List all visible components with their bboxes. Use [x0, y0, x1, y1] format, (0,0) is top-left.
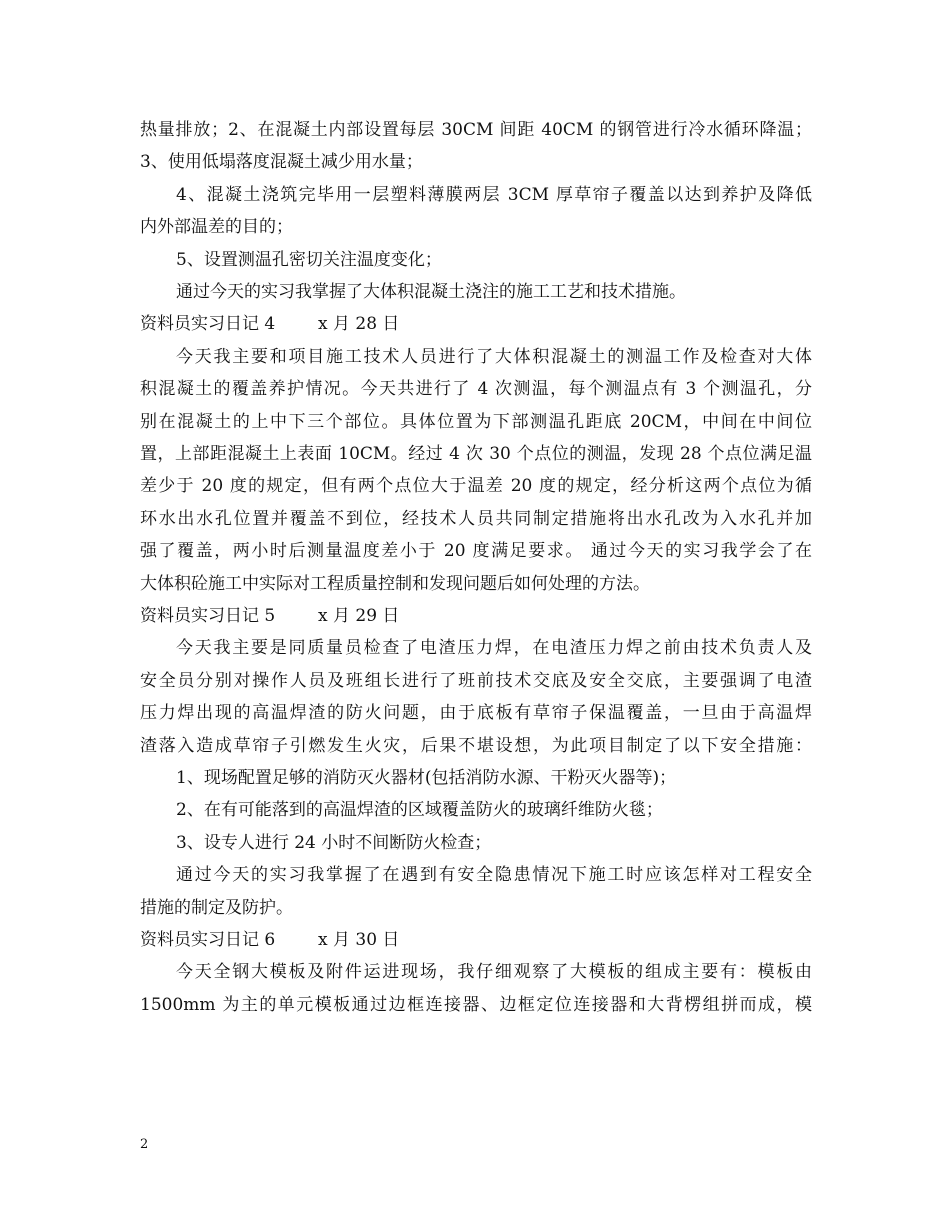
diary-entry-heading: [140, 929, 812, 951]
diary-entry-date: x 月 28 日: [318, 314, 400, 335]
paragraph-line: 大体积砼施工中实际对工程质量控制和发现问题后如何处理的方法。: [140, 573, 650, 594]
paragraph-line: 别在混凝土的上中下三个部位。具体位置为下部测温孔距底 20CM，中间在中间位: [140, 411, 812, 432]
diary-entry-title: 资料员实习日记 4: [140, 314, 276, 335]
paragraph-line: 置，上部距混凝土上表面 10CM。经过 4 次 30 个点位的测温，发现 28 个点位满足温: [140, 444, 812, 464]
paragraph-line: 渣落入造成草帘子引燃发生火灾，后果不堪设想，为此项目制定了以下安全措施：: [140, 735, 812, 756]
paragraph-line: 3、使用低塌落度混凝土减少用水量；: [140, 152, 423, 173]
paragraph-line: 5、设置测温孔密切关注温度变化；: [176, 249, 442, 270]
paragraph-line: 3、设专人进行 24 小时不间断防火检查；: [176, 832, 492, 853]
paragraph-line: 今天全钢大模板及附件运进现场，我仔细观察了大模板的组成主要有：模板由: [176, 962, 812, 983]
paragraph-line: 环水出水孔位置并覆盖不到位，经技术人员共同制定措施将出水孔改为入水孔并加: [140, 508, 812, 529]
page-number: 2: [140, 1137, 149, 1152]
paragraph-line: 措施的制定及防护。: [140, 897, 293, 918]
paragraph-line: 热量排放；2、在混凝土内部设置每层 30CM 间距 40CM 的钢管进行冷水循环降温；: [140, 120, 812, 140]
diary-entry-heading: [140, 605, 812, 627]
paragraph-line: 强了覆盖，两小时后测量温度差小于 20 度满足要求。 通过今天的实习我学会了在: [140, 541, 812, 562]
paragraph-line: 1500mm 为主的单元模板通过边框连接器、边框定位连接器和大背楞组拼而成，模: [140, 994, 812, 1015]
paragraph-line: 今天我主要是同质量员检查了电渣压力焊，在电渣压力焊之前由技术负责人及: [176, 638, 812, 659]
paragraph-line: 安全员分别对操作人员及班组长进行了班前技术交底及安全交底，主要强调了电渣: [140, 670, 812, 691]
paragraph-line: 积混凝土的覆盖养护情况。今天共进行了 4 次测温，每个测温点有 3 个测温孔，分: [140, 379, 812, 400]
paragraph-line: 压力焊出现的高温焊渣的防火问题，由于底板有草帘子保温覆盖，一旦由于高温焊: [140, 703, 812, 724]
diary-entry-title: 资料员实习日记 6: [140, 930, 276, 950]
diary-entry-date: x 月 30 日: [318, 930, 400, 950]
paragraph-line: 内外部温差的目的；: [140, 217, 293, 238]
paragraph-line: 1、现场配置足够的消防灭火器材(包括消防水源、干粉灭火器等)；: [176, 768, 677, 788]
paragraph-line: 今天我主要和项目施工技术人员进行了大体积混凝土的测温工作及检查对大体: [176, 346, 812, 367]
diary-entry-title: 资料员实习日记 5: [140, 606, 276, 626]
diary-entry-date: x 月 29 日: [318, 606, 400, 626]
diary-entry-heading: [140, 313, 812, 335]
paragraph-line: 通过今天的实习我掌握了在遇到有安全隐患情况下施工时应该怎样对工程安全: [176, 865, 812, 886]
paragraph-line: 2、在有可能落到的高温焊渣的区域覆盖防火的玻璃纤维防火毯；: [176, 800, 663, 821]
paragraph-line: 通过今天的实习我掌握了大体积混凝土浇注的施工工艺和技术措施。: [176, 282, 686, 302]
paragraph-line: 4、混凝土浇筑完毕用一层塑料薄膜两层 3CM 厚草帘子覆盖以达到养护及降低: [176, 184, 812, 205]
paragraph-line: 差少于 20 度的规定，但有两个点位大于温差 20 度的规定，经分析这两个点位为循: [140, 476, 812, 497]
